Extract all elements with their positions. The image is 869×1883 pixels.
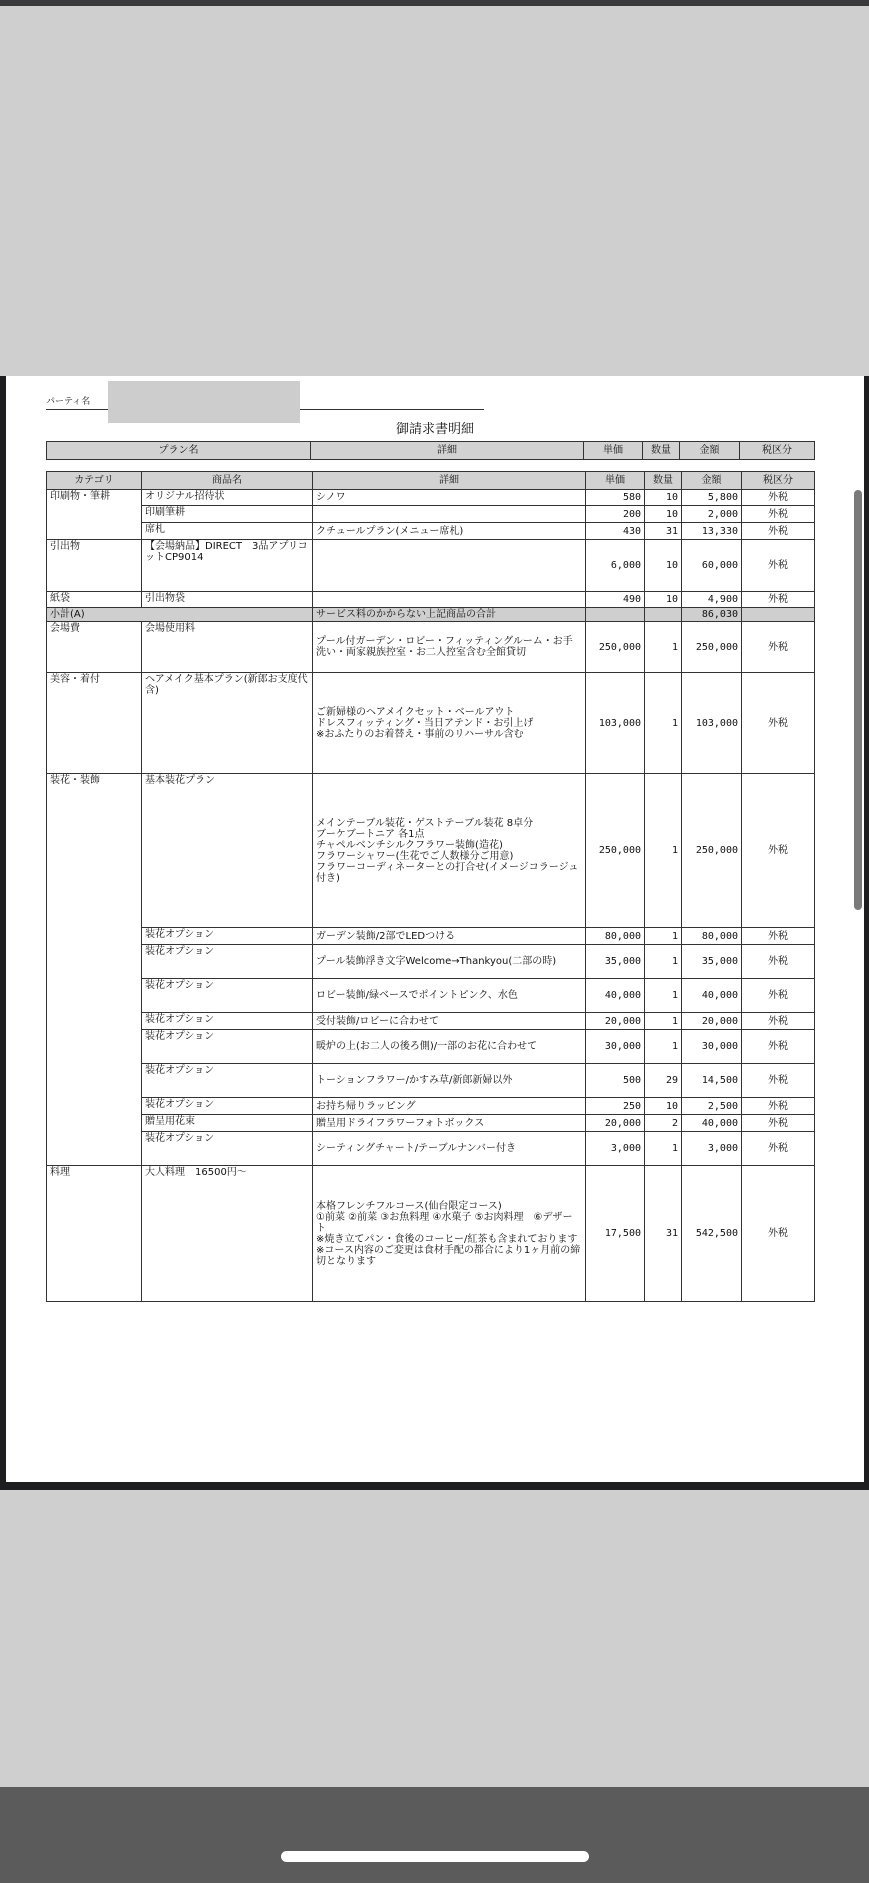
- tax-cell: 外税: [742, 928, 815, 945]
- unit-price-cell: 35,000: [586, 945, 645, 979]
- category-cell: 紙袋: [47, 592, 142, 608]
- detail-cell: [313, 592, 586, 608]
- table-row: [47, 523, 815, 540]
- amount-cell: 250,000: [682, 622, 742, 673]
- quantity-cell: 29: [645, 1064, 682, 1098]
- tax-cell: 外税: [742, 1166, 815, 1302]
- product-name-cell: 装花オプション: [142, 979, 313, 1013]
- product-name-cell: 装花オプション: [142, 1064, 313, 1098]
- bottom-bar: [0, 1787, 869, 1883]
- subtotal-row: [47, 608, 815, 622]
- category-cell: 会場費: [47, 622, 142, 673]
- unit-price-cell: 6,000: [586, 540, 645, 592]
- col-detail: 詳細: [311, 442, 584, 460]
- product-name-cell: 装花オプション: [142, 945, 313, 979]
- quantity-cell: 1: [645, 1013, 682, 1030]
- product-name-cell: 席札: [142, 523, 313, 540]
- detail-cell: 受付装飾/ロビーに合わせて: [313, 1013, 586, 1030]
- category-cell: [47, 1098, 142, 1115]
- amount-cell: 14,500: [682, 1064, 742, 1098]
- unit-price-cell: 490: [586, 592, 645, 608]
- product-name-cell: 装花オプション: [142, 1013, 313, 1030]
- items-table: [46, 471, 815, 1302]
- invoice-document: [6, 376, 864, 1482]
- quantity-cell: 1: [645, 979, 682, 1013]
- detail-cell: シーティングチャート/テーブルナンバー付き: [313, 1132, 586, 1166]
- col-plan-name: プラン名: [47, 442, 311, 460]
- document-title: 御請求書明細: [395, 422, 474, 437]
- amount-cell: 2,500: [682, 1098, 742, 1115]
- quantity-cell: 1: [645, 1132, 682, 1166]
- table-row: [47, 673, 815, 774]
- subtotal-tax-empty: [742, 608, 815, 622]
- category-cell: [47, 523, 142, 540]
- col-quantity: 数量: [643, 442, 680, 460]
- amount-cell: 103,000: [682, 673, 742, 774]
- amount-cell: 35,000: [682, 945, 742, 979]
- subtotal-amount: 86,030: [682, 608, 742, 622]
- detail-cell: トーションフラワー/かすみ草/新郎新婦以外: [313, 1064, 586, 1098]
- product-name-cell: 【会場納品】DIRECT 3品アプリコットCP9014: [142, 540, 313, 592]
- quantity-cell: 10: [645, 592, 682, 608]
- category-cell: [47, 979, 142, 1013]
- amount-cell: 60,000: [682, 540, 742, 592]
- detail-cell: 暖炉の上(お二人の後ろ側)/一部のお花に合わせて: [313, 1030, 586, 1064]
- table-row: [47, 1166, 815, 1302]
- unit-price-cell: 430: [586, 523, 645, 540]
- table-row: [47, 1098, 815, 1115]
- tax-cell: 外税: [742, 1132, 815, 1166]
- unit-price-cell: 580: [586, 490, 645, 506]
- product-name-cell: 装花オプション: [142, 1132, 313, 1166]
- quantity-cell: 10: [645, 506, 682, 523]
- product-name-cell: 引出物袋: [142, 592, 313, 608]
- detail-cell: [313, 506, 586, 523]
- col-tax: 税区分: [740, 442, 815, 460]
- col-unit-price: 単価: [584, 442, 643, 460]
- category-cell: 料理: [47, 1166, 142, 1302]
- detail-cell: プール装飾浮き文字Welcome→Thankyou(二部の時): [313, 945, 586, 979]
- unit-price-cell: 80,000: [586, 928, 645, 945]
- quantity-cell: 1: [645, 1030, 682, 1064]
- detail-cell: ご新婦様のヘアメイクセット・ベールアウト ドレスフィッティング・当日アテンド・お引上げ ※おふたりのお着替え・事前のリハーサル含む: [313, 673, 586, 774]
- product-name-cell: 会場使用料: [142, 622, 313, 673]
- amount-cell: 5,800: [682, 490, 742, 506]
- quantity-cell: 1: [645, 673, 682, 774]
- col-amount: 金額: [680, 442, 740, 460]
- product-name-cell: 印刷筆耕: [142, 506, 313, 523]
- unit-price-cell: 103,000: [586, 673, 645, 774]
- top-gray-overlay: [0, 6, 869, 376]
- col-detail: 詳細: [313, 472, 586, 490]
- detail-cell: 贈呈用ドライフラワーフォトボックス: [313, 1115, 586, 1132]
- tax-cell: 外税: [742, 1064, 815, 1098]
- product-name-cell: 大人料理 16500円〜: [142, 1166, 313, 1302]
- tax-cell: 外税: [742, 774, 815, 928]
- table-row: [47, 1115, 815, 1132]
- table-row: [47, 1064, 815, 1098]
- quantity-cell: 31: [645, 523, 682, 540]
- tax-cell: 外税: [742, 979, 815, 1013]
- unit-price-cell: 17,500: [586, 1166, 645, 1302]
- tax-cell: 外税: [742, 506, 815, 523]
- detail-cell: [313, 540, 586, 592]
- table-row: [47, 1030, 815, 1064]
- quantity-cell: 10: [645, 540, 682, 592]
- quantity-cell: 31: [645, 1166, 682, 1302]
- product-name-cell: ヘアメイク基本プラン(新郎お支度代含): [142, 673, 313, 774]
- tax-cell: 外税: [742, 1013, 815, 1030]
- col-category: カテゴリ: [47, 472, 142, 490]
- subtotal-qty-empty: [645, 608, 682, 622]
- bottom-gray-overlay: [0, 1490, 869, 1787]
- product-name-cell: 贈呈用花束: [142, 1115, 313, 1132]
- plan-header-table: [46, 441, 815, 460]
- tax-cell: 外税: [742, 1115, 815, 1132]
- quantity-cell: 1: [645, 774, 682, 928]
- tax-cell: 外税: [742, 490, 815, 506]
- category-cell: [47, 1030, 142, 1064]
- party-name-label: パーティ名: [46, 397, 91, 407]
- redacted-party-name: [108, 381, 300, 423]
- category-cell: [47, 1132, 142, 1166]
- unit-price-cell: 250,000: [586, 622, 645, 673]
- product-name-cell: オリジナル招待状: [142, 490, 313, 506]
- amount-cell: 40,000: [682, 1115, 742, 1132]
- col-amount: 金額: [682, 472, 742, 490]
- detail-cell: シノワ: [313, 490, 586, 506]
- table-row: [47, 979, 815, 1013]
- detail-cell: クチュールプラン(メニュー席札): [313, 523, 586, 540]
- unit-price-cell: 3,000: [586, 1132, 645, 1166]
- quantity-cell: 2: [645, 1115, 682, 1132]
- table-row: [47, 928, 815, 945]
- subtotal-label: 小計(A): [47, 608, 313, 622]
- category-cell: 引出物: [47, 540, 142, 592]
- category-cell: 印刷物・筆耕: [47, 490, 142, 506]
- unit-price-cell: 40,000: [586, 979, 645, 1013]
- amount-cell: 13,330: [682, 523, 742, 540]
- col-unit-price: 単価: [586, 472, 645, 490]
- category-cell: [47, 945, 142, 979]
- quantity-cell: 1: [645, 622, 682, 673]
- product-name-cell: 基本装花プラン: [142, 774, 313, 928]
- table-row: [47, 1132, 815, 1166]
- table-row: [47, 945, 815, 979]
- col-quantity: 数量: [645, 472, 682, 490]
- tax-cell: 外税: [742, 1098, 815, 1115]
- col-product-name: 商品名: [142, 472, 313, 490]
- category-cell: 装花・装飾: [47, 774, 142, 928]
- unit-price-cell: 500: [586, 1064, 645, 1098]
- tax-cell: 外税: [742, 945, 815, 979]
- col-tax: 税区分: [742, 472, 815, 490]
- category-cell: [47, 506, 142, 523]
- tax-cell: 外税: [742, 592, 815, 608]
- tax-cell: 外税: [742, 540, 815, 592]
- subtotal-price-empty: [586, 608, 645, 622]
- category-cell: [47, 1115, 142, 1132]
- detail-cell: ロビー装飾/緑ベースでポイントピンク、水色: [313, 979, 586, 1013]
- table-row: [47, 490, 815, 506]
- items-header-row: [47, 472, 815, 490]
- unit-price-cell: 250,000: [586, 774, 645, 928]
- category-cell: [47, 928, 142, 945]
- quantity-cell: 10: [645, 1098, 682, 1115]
- amount-cell: 250,000: [682, 774, 742, 928]
- unit-price-cell: 20,000: [586, 1115, 645, 1132]
- table-row: [47, 506, 815, 523]
- table-row: [47, 540, 815, 592]
- tax-cell: 外税: [742, 673, 815, 774]
- unit-price-cell: 250: [586, 1098, 645, 1115]
- tax-cell: 外税: [742, 622, 815, 673]
- unit-price-cell: 30,000: [586, 1030, 645, 1064]
- table-row: [47, 1013, 815, 1030]
- amount-cell: 30,000: [682, 1030, 742, 1064]
- home-indicator[interactable]: [281, 1851, 589, 1862]
- product-name-cell: 装花オプション: [142, 1098, 313, 1115]
- table-row: [47, 622, 815, 673]
- tax-cell: 外税: [742, 1030, 815, 1064]
- amount-cell: 2,000: [682, 506, 742, 523]
- amount-cell: 4,900: [682, 592, 742, 608]
- tax-cell: 外税: [742, 523, 815, 540]
- plan-header-row: [47, 442, 815, 460]
- table-row: [47, 774, 815, 928]
- quantity-cell: 1: [645, 945, 682, 979]
- detail-cell: 本格フレンチフルコース(仙台限定コース) ①前菜 ②前菜 ③お魚料理 ④水菓子 ⑤お肉料理 ⑥デザート ※焼き立てパン・食後のコーヒー/紅茶も含まれております ※コース内容のご変更は食材手配の都合により1ヶ月前の締切となります: [313, 1166, 586, 1302]
- document-scrollbar[interactable]: [854, 490, 862, 910]
- amount-cell: 80,000: [682, 928, 742, 945]
- amount-cell: 40,000: [682, 979, 742, 1013]
- unit-price-cell: 200: [586, 506, 645, 523]
- subtotal-detail: サービス料のかからない上記商品の合計: [313, 608, 586, 622]
- unit-price-cell: 20,000: [586, 1013, 645, 1030]
- amount-cell: 3,000: [682, 1132, 742, 1166]
- category-cell: 美容・着付: [47, 673, 142, 774]
- category-cell: [47, 1064, 142, 1098]
- amount-cell: 20,000: [682, 1013, 742, 1030]
- detail-cell: プール付ガーデン・ロビー・フィッティングルーム・お手洗い・両家親族控室・お二人控室含む全館貸切: [313, 622, 586, 673]
- product-name-cell: 装花オプション: [142, 928, 313, 945]
- table-row: [47, 592, 815, 608]
- quantity-cell: 1: [645, 928, 682, 945]
- quantity-cell: 10: [645, 490, 682, 506]
- product-name-cell: 装花オプション: [142, 1030, 313, 1064]
- detail-cell: ガーデン装飾/2部でLEDつける: [313, 928, 586, 945]
- detail-cell: メインテーブル装花・ゲストテーブル装花 8卓分 ブーケブートニア 各1点 チャペルベンチシルクフラワー装飾(造花) フラワーシャワー(生花でご人数様分ご用意) フラワーコーディネーターとの打合せ(イメージコラージュ付き): [313, 774, 586, 928]
- category-cell: [47, 1013, 142, 1030]
- amount-cell: 542,500: [682, 1166, 742, 1302]
- detail-cell: お持ち帰りラッピング: [313, 1098, 586, 1115]
